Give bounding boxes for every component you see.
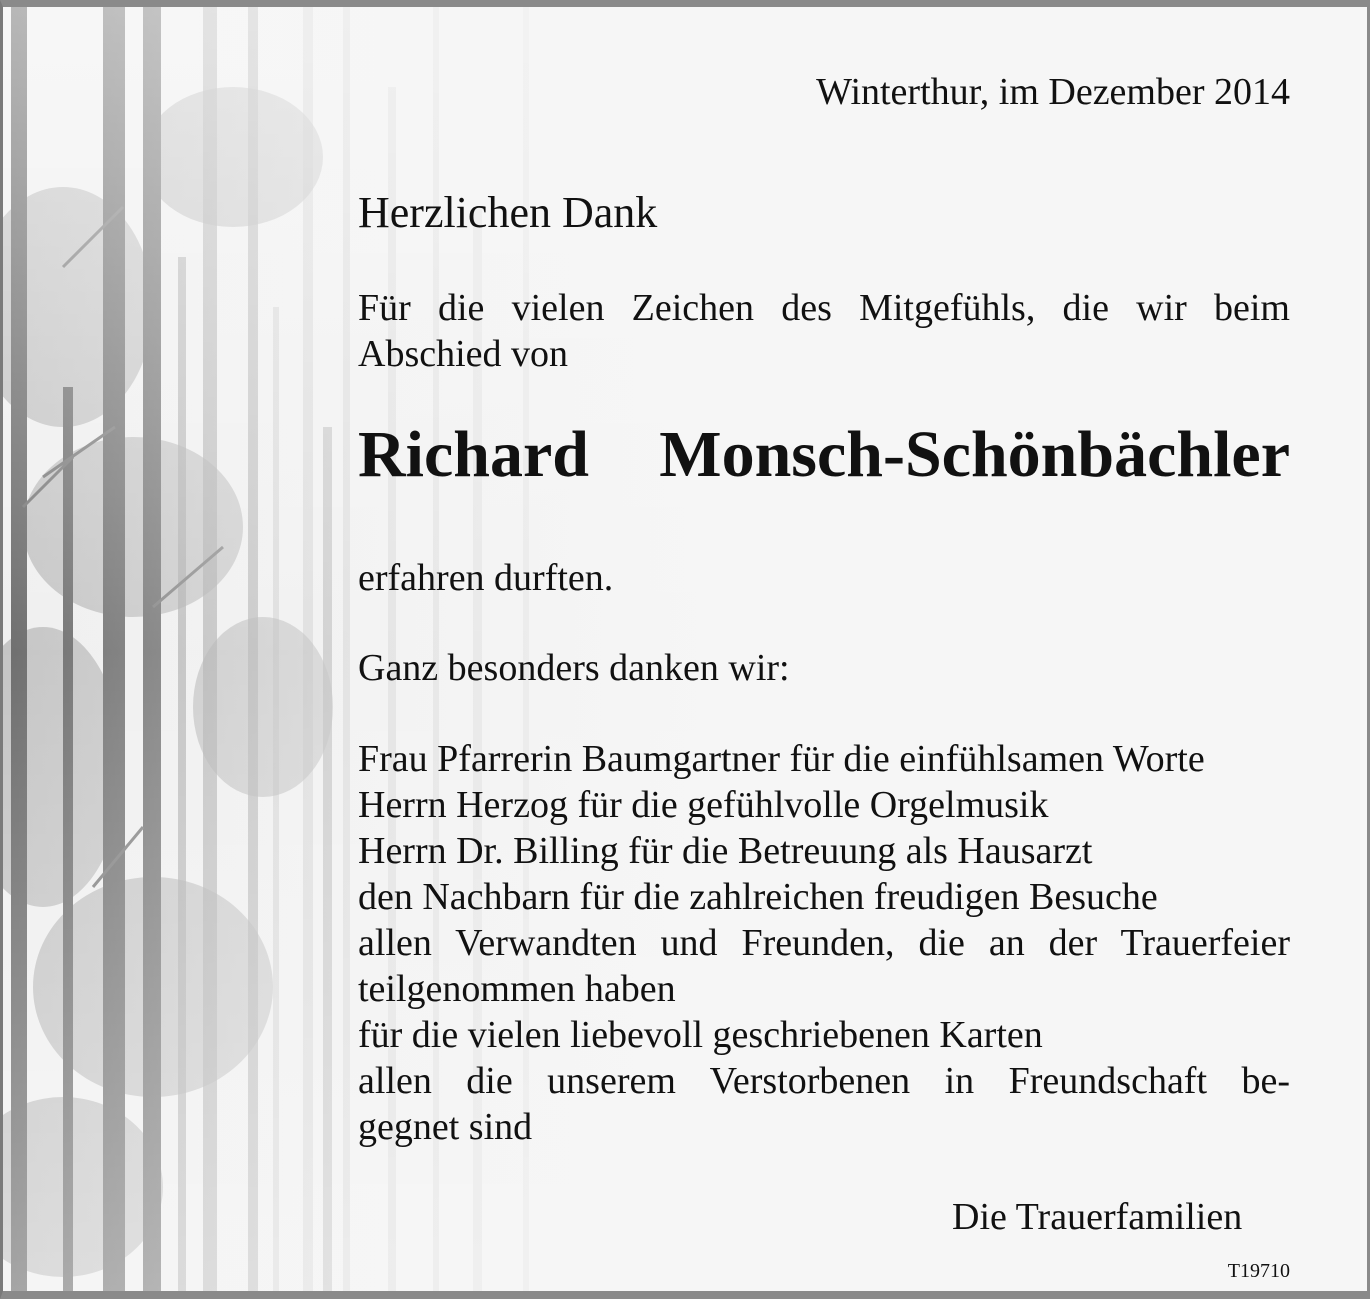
thanks-heading: Ganz besonders danken wir: [358, 647, 790, 689]
intro-line-2: Abschied von [358, 333, 569, 375]
greeting-heading: Herzlichen Dank [358, 188, 658, 237]
intro-line-1: Für die vielen Zeichen des Mitgefühls, die wir beim [358, 287, 1290, 329]
thanks-line: Herrn Herzog für die gefühlvolle Orgelmusik [358, 784, 1049, 826]
thanks-line: allen die unserem Verstorbenen in Freundschaft be- [358, 1060, 1290, 1102]
after-name-text: erfahren durften. [358, 557, 614, 599]
reference-code: T19710 [1227, 1260, 1290, 1282]
thanks-line: den Nachbarn für die zahlreichen freudigen Besuche [358, 876, 1158, 918]
thanks-line: für die vielen liebevoll geschriebenen Karten [358, 1014, 1043, 1056]
thanks-line: allen Verwandten und Freunden, die an der Trauerfeier [358, 922, 1290, 964]
thanks-line: Frau Pfarrerin Baumgartner für die einfühlsamen Worte [358, 738, 1205, 780]
thanks-line: gegnet sind [358, 1106, 533, 1148]
deceased-name: Richard Monsch-Schönbächler [358, 418, 1290, 491]
dateline: Winterthur, im Dezember 2014 [816, 71, 1290, 113]
closing-signature: Die Trauerfamilien [952, 1196, 1243, 1238]
thanks-line: teilgenommen haben [358, 968, 676, 1010]
thanks-line: Herrn Dr. Billing für die Betreuung als Hausarzt [358, 830, 1093, 872]
